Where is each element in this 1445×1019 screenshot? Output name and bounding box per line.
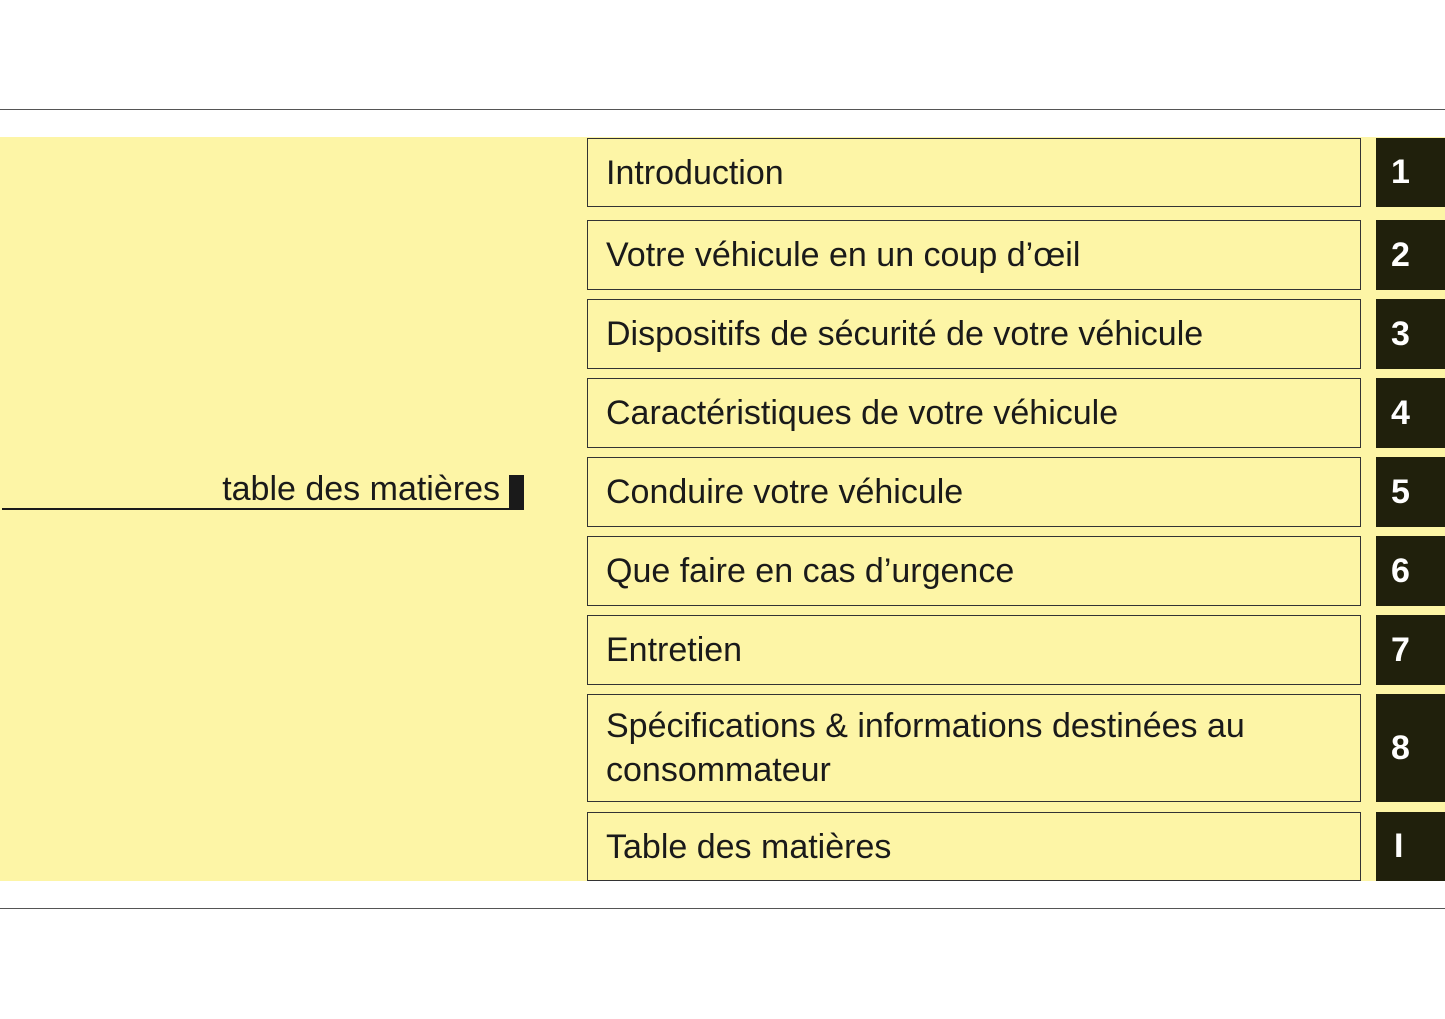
toc-item-label: Conduire votre véhicule [606, 473, 964, 511]
chapter-tab-3[interactable]: 3 [1376, 299, 1445, 369]
toc-item-label: Votre véhicule en un coup d’œil [606, 236, 1081, 274]
toc-item-label: Table des matières [606, 827, 892, 866]
toc-item-safety[interactable] [587, 299, 1361, 369]
chapter-tab-5[interactable]: 5 [1376, 457, 1445, 527]
toc-item-driving[interactable] [587, 457, 1361, 527]
toc-item-emergency[interactable] [587, 536, 1361, 606]
top-rule [0, 109, 1445, 110]
chapter-tab-4[interactable]: 4 [1376, 378, 1445, 448]
toc-item-label: Dispositifs de sécurité de votre véhicule [606, 315, 1204, 353]
chapter-tab-6[interactable]: 6 [1376, 536, 1445, 606]
chapter-tab-8[interactable]: 8 [1376, 694, 1445, 802]
toc-item-features[interactable] [587, 378, 1361, 448]
chapter-tab-index[interactable]: I [1376, 812, 1445, 881]
page-title: table des matières [222, 470, 500, 508]
toc-item-label: Spécifications & informations destinées au consommateur [606, 707, 1245, 789]
chapter-tab-2[interactable]: 2 [1376, 220, 1445, 290]
toc-item-label: Introduction [606, 153, 784, 192]
title-marker [509, 475, 524, 510]
toc-item-label: Que faire en cas d’urgence [606, 552, 1015, 590]
toc-item-introduction[interactable] [587, 138, 1361, 207]
toc-item-vehicle-overview[interactable] [587, 220, 1361, 290]
title-underline [2, 508, 524, 510]
chapter-tab-7[interactable]: 7 [1376, 615, 1445, 685]
chapter-tab-1[interactable]: 1 [1376, 138, 1445, 207]
toc-item-maintenance[interactable] [587, 615, 1361, 685]
toc-item-index[interactable] [587, 812, 1361, 881]
toc-item-specifications[interactable] [587, 694, 1361, 802]
toc-item-label: Caractéristiques de votre véhicule [606, 394, 1119, 432]
bottom-rule [0, 908, 1445, 909]
toc-item-label: Entretien [606, 631, 743, 669]
